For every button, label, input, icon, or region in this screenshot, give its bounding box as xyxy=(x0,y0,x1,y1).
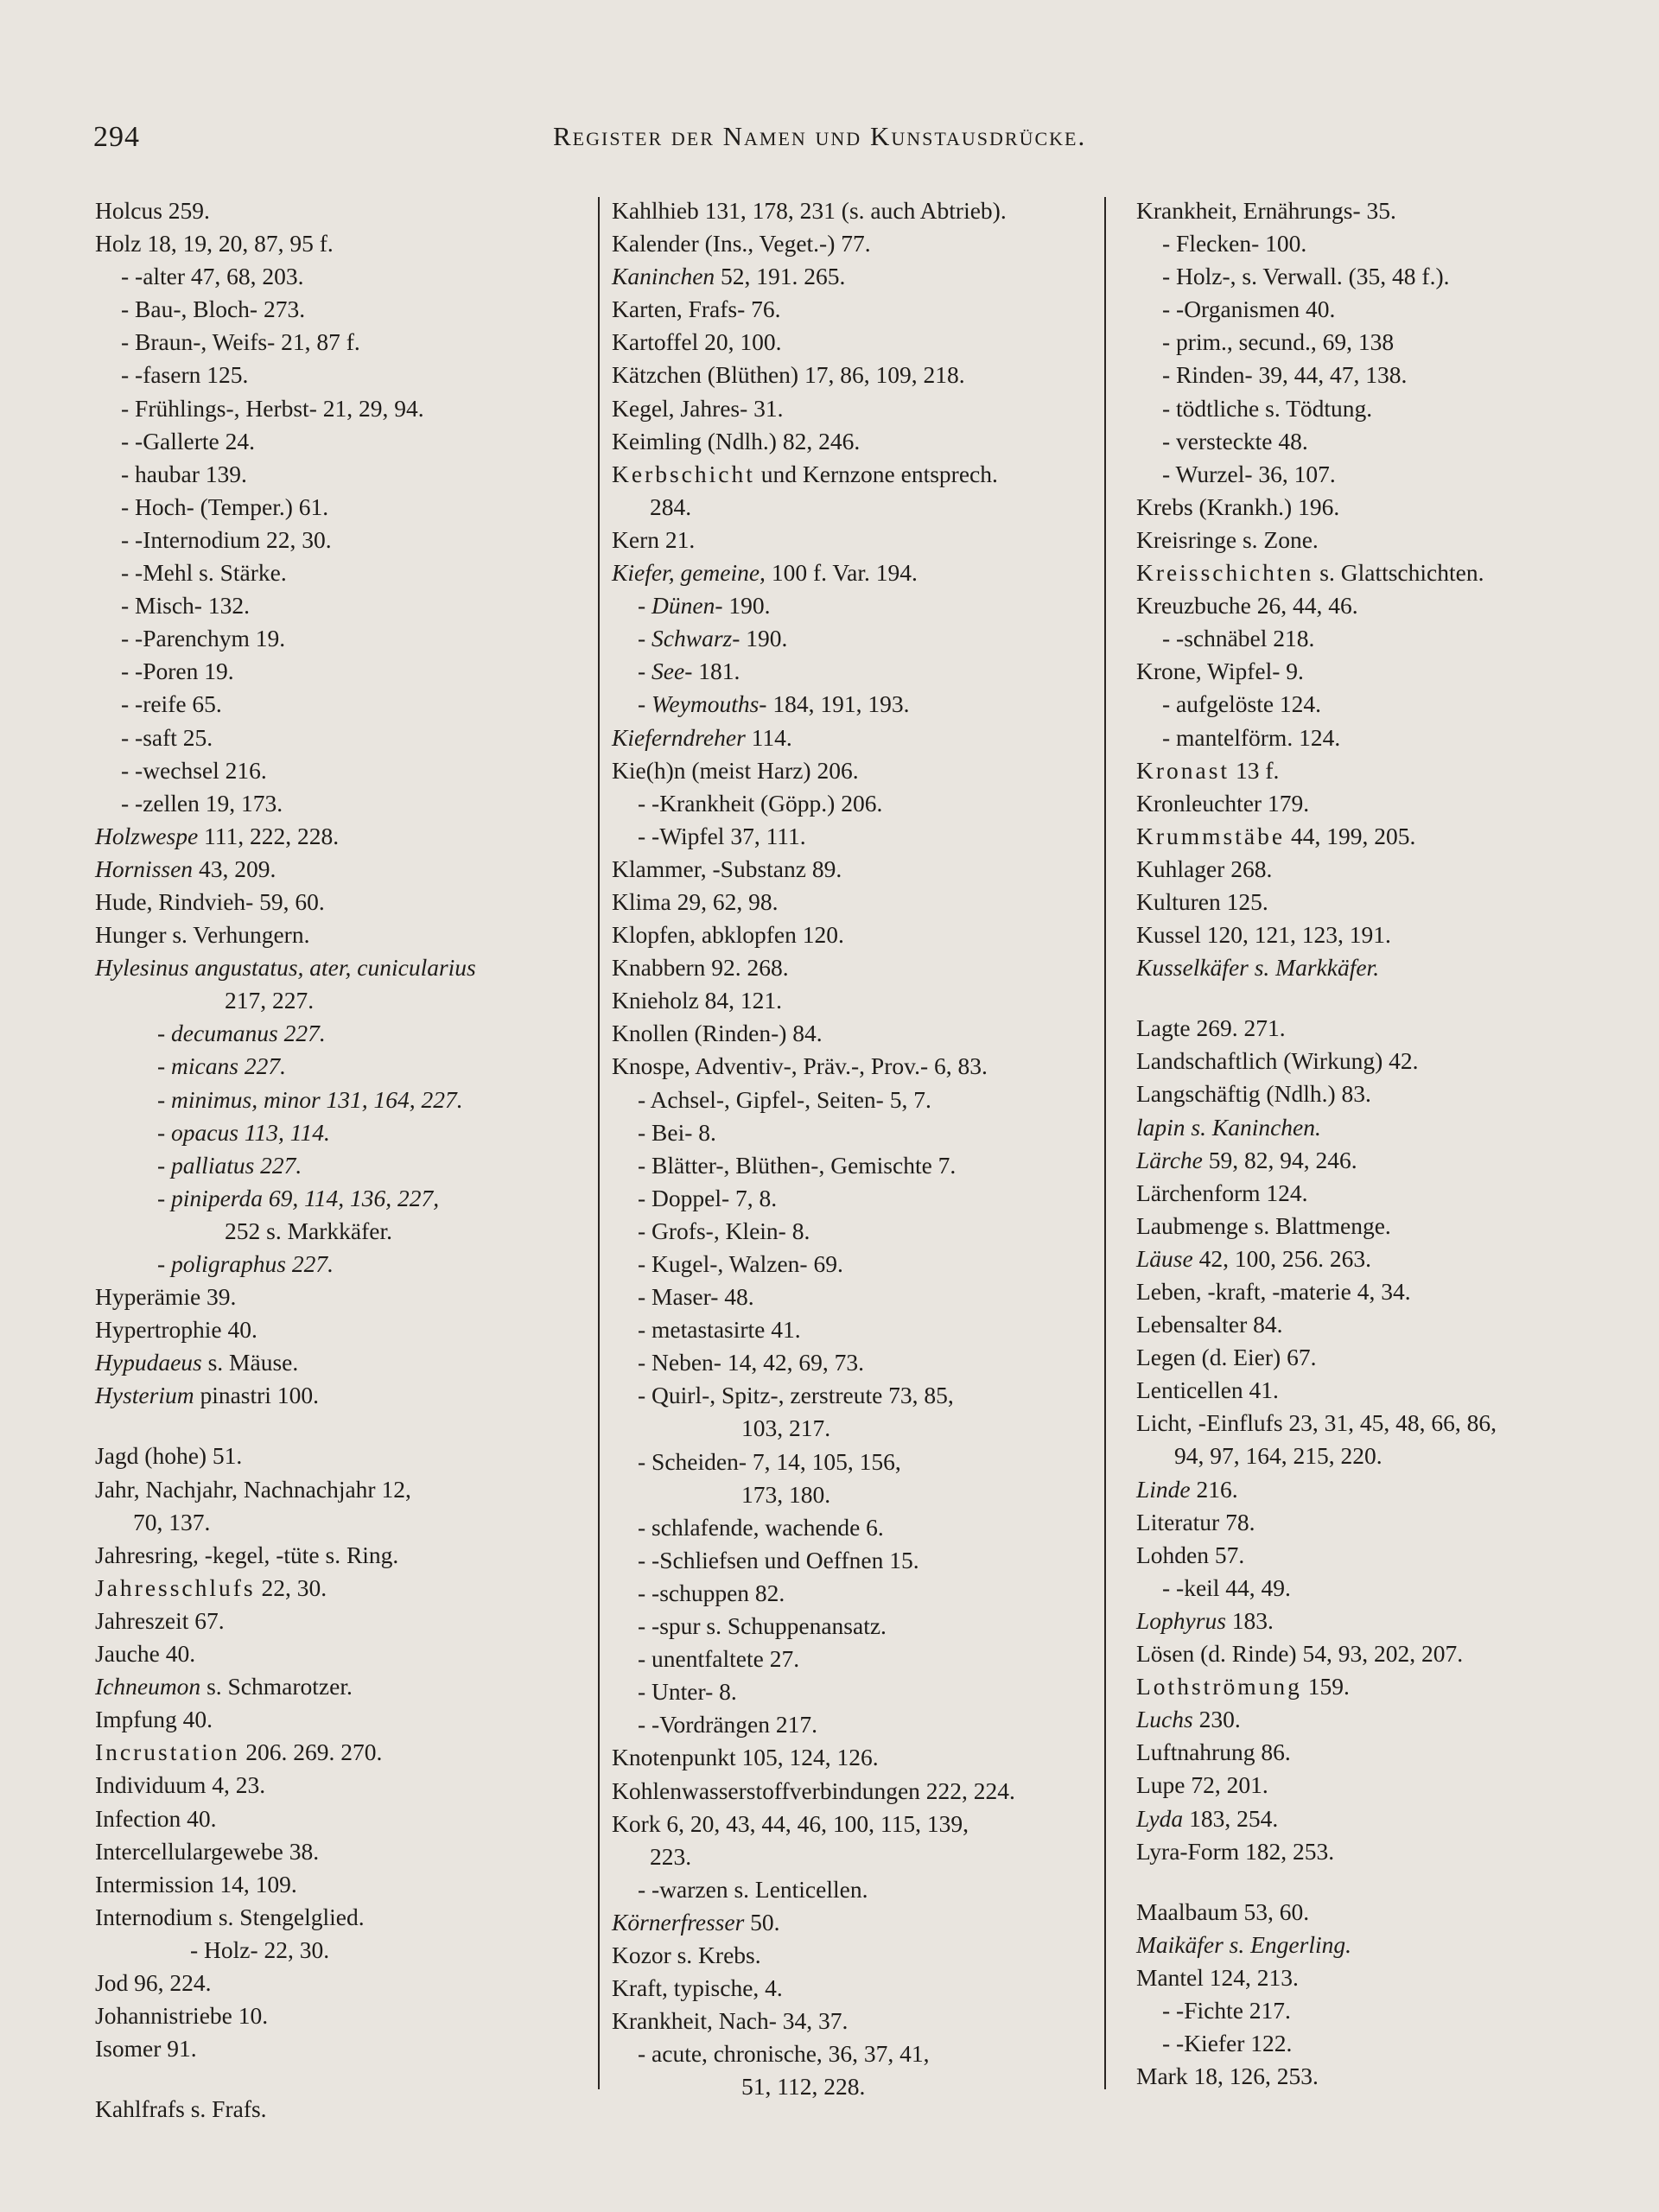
index-entry: - mantelförm. 124. xyxy=(1162,723,1341,751)
index-entry: Kalender (Ins., Veget.-) 77. xyxy=(612,230,871,257)
index-entry: 217, 227. xyxy=(225,987,315,1014)
index-entry: Krankheit, Ernährungs- 35. xyxy=(1136,197,1396,224)
index-entry: - Unter- 8. xyxy=(638,1678,737,1706)
index-entry: Lärche 59, 82, 94, 246. xyxy=(1136,1146,1357,1173)
index-entry: - Frühlings-, Herbst- 21, 29, 94. xyxy=(121,394,424,422)
index-entry: Maikäfer s. Engerling. xyxy=(1136,1930,1351,1958)
section-gap xyxy=(95,1412,588,1440)
index-entry: Lothströmung 159. xyxy=(1136,1673,1350,1700)
index-entry: Incrustation 206. 269. 270. xyxy=(95,1738,383,1766)
index-entry: - schlafende, wachende 6. xyxy=(638,1513,884,1541)
index-entry: Infection 40. xyxy=(95,1804,217,1832)
index-entry: - Braun-, Weifs- 21, 87 f. xyxy=(121,328,360,356)
index-entry: Kohlenwasserstoffverbindungen 222, 224. xyxy=(612,1777,1015,1804)
index-entry: - -Gallerte 24. xyxy=(121,427,255,454)
index-entry: Holzwespe 111, 222, 228. xyxy=(95,822,340,849)
index-entry: - -Wipfel 37, 111. xyxy=(638,822,806,849)
index-entry: Kusselkäfer s. Markkäfer. xyxy=(1136,954,1380,982)
index-entry: - Rinden- 39, 44, 47, 138. xyxy=(1162,361,1408,389)
index-entry: - -Organismen 40. xyxy=(1162,296,1336,323)
index-entry: Kronast 13 f. xyxy=(1136,756,1280,784)
index-entry: - -alter 47, 68, 203. xyxy=(121,263,304,290)
index-entry: Körnerfresser 50. xyxy=(612,1908,780,1936)
index-entry: Jauche 40. xyxy=(95,1640,196,1668)
index-entry: Intermission 14, 109. xyxy=(95,1870,297,1897)
index-entry: Jod 96, 224. xyxy=(95,1968,212,1996)
index-entry: Kegel, Jahres- 31. xyxy=(612,394,784,422)
index-entry: Hypudaeus s. Mäuse. xyxy=(95,1349,299,1376)
index-entry: Laubmenge s. Blattmenge. xyxy=(1136,1211,1391,1239)
index-entry: Knotenpunkt 105, 124, 126. xyxy=(612,1744,879,1771)
index-entry: - Holz-, s. Verwall. (35, 48 f.). xyxy=(1162,263,1450,290)
index-entry: Legen (d. Eier) 67. xyxy=(1136,1344,1317,1371)
index-entry: Kork 6, 20, 43, 44, 46, 100, 115, 139, xyxy=(612,1809,969,1837)
index-entry: 103, 217. xyxy=(741,1414,831,1442)
index-entry: Hunger s. Verhungern. xyxy=(95,921,310,949)
index-entry: Knieholz 84, 121. xyxy=(612,987,783,1014)
index-entry: Lösen (d. Rinde) 54, 93, 202, 207. xyxy=(1136,1640,1464,1668)
index-entry: 94, 97, 164, 215, 220. xyxy=(1174,1442,1382,1470)
index-entry: - -Poren 19. xyxy=(121,658,234,685)
index-entry: Jahreszeit 67. xyxy=(95,1606,225,1634)
index-entry: Knabbern 92. 268. xyxy=(612,954,789,982)
running-head-title: Register der Namen und Kunstausdrücke. xyxy=(553,121,1087,151)
index-entry: Individuum 4, 23. xyxy=(95,1771,266,1799)
index-entry: - acute, chronische, 36, 37, 41, xyxy=(638,2040,930,2068)
index-entry: - Flecken- 100. xyxy=(1162,230,1307,257)
index-entry: Kronleuchter 179. xyxy=(1136,789,1310,817)
index-entry: Krankheit, Nach- 34, 37. xyxy=(612,2007,849,2035)
index-entry: Hylesinus angustatus, ater, cunicularius xyxy=(95,954,476,982)
index-entry: Johannistriebe 10. xyxy=(95,2002,269,2030)
index-entry: - opacus 113, 114. xyxy=(157,1118,330,1146)
index-entry: Krebs (Krankh.) 196. xyxy=(1136,493,1340,520)
index-entry: - Misch- 132. xyxy=(121,592,250,620)
index-entry: Krummstäbe 44, 199, 205. xyxy=(1136,822,1416,849)
index-column-3 xyxy=(1136,194,1620,2093)
index-entry: Hypertrophie 40. xyxy=(95,1316,257,1344)
index-entry: Kussel 120, 121, 123, 191. xyxy=(1136,921,1391,949)
index-entry: - -Fichte 217. xyxy=(1162,1996,1291,2024)
index-entry: - Weymouths- 184, 191, 193. xyxy=(638,690,910,718)
index-entry: - unentfaltete 27. xyxy=(638,1645,800,1673)
index-entry: - -Kiefer 122. xyxy=(1162,2030,1293,2057)
index-entry: Lophyrus 183. xyxy=(1136,1606,1274,1634)
index-entry: - -warzen s. Lenticellen. xyxy=(638,1875,868,1903)
index-entry: Lenticellen 41. xyxy=(1136,1376,1279,1404)
index-entry: - Wurzel- 36, 107. xyxy=(1162,460,1336,487)
index-entry: Isomer 91. xyxy=(95,2035,197,2063)
index-entry: Kartoffel 20, 100. xyxy=(612,328,782,356)
index-entry: Kaninchen 52, 191. 265. xyxy=(612,263,846,290)
index-entry: 284. xyxy=(650,493,692,520)
index-entry: - Hoch- (Temper.) 61. xyxy=(121,493,329,520)
index-entry: Mantel 124, 213. xyxy=(1136,1963,1299,1991)
index-entry: Landschaftlich (Wirkung) 42. xyxy=(1136,1047,1419,1075)
index-entry: - -schuppen 82. xyxy=(638,1579,785,1606)
index-entry: Klammer, -Substanz 89. xyxy=(612,855,842,882)
index-entry: 70, 137. xyxy=(133,1508,211,1535)
index-entry: Holz 18, 19, 20, 87, 95 f. xyxy=(95,230,334,257)
index-entry: Kie(h)n (meist Harz) 206. xyxy=(612,756,859,784)
index-entry: Kreisschichten s. Glattschichten. xyxy=(1136,559,1484,587)
index-entry: Leben, -kraft, -materie 4, 34. xyxy=(1136,1278,1411,1305)
index-entry: - Doppel- 7, 8. xyxy=(638,1184,778,1211)
index-entry: Lärchenform 124. xyxy=(1136,1179,1308,1206)
index-entry: Knospe, Adventiv-, Präv.-, Prov.- 6, 83. xyxy=(612,1052,988,1080)
index-entry: Läuse 42, 100, 256. 263. xyxy=(1136,1244,1371,1272)
index-entry: Lohden 57. xyxy=(1136,1541,1245,1568)
index-entry: Hyperämie 39. xyxy=(95,1283,237,1311)
index-entry: - -reife 65. xyxy=(121,690,222,718)
index-entry: Lyda 183, 254. xyxy=(1136,1804,1279,1832)
column-divider xyxy=(598,197,600,2089)
index-entry: Lagte 269. 271. xyxy=(1136,1014,1286,1042)
index-entry: - prim., secund., 69, 138 xyxy=(1162,328,1395,356)
index-entry: Holcus 259. xyxy=(95,197,210,224)
index-entry: - decumanus 227. xyxy=(157,1020,326,1047)
index-entry: Kreisringe s. Zone. xyxy=(1136,525,1319,553)
index-entry: Kozor s. Krebs. xyxy=(612,1941,761,1968)
index-entry: - -Internodium 22, 30. xyxy=(121,525,332,553)
index-column-1 xyxy=(95,194,588,2126)
index-entry: Jahresschlufs 22, 30. xyxy=(95,1573,327,1601)
index-entry: Keimling (Ndlh.) 82, 246. xyxy=(612,427,861,454)
index-entry: - poligraphus 227. xyxy=(157,1250,334,1277)
index-entry: Hysterium pinastri 100. xyxy=(95,1382,319,1409)
index-entry: - piniperda 69, 114, 136, 227, xyxy=(157,1184,440,1211)
index-entry: Mark 18, 126, 253. xyxy=(1136,2063,1319,2090)
index-entry: - -Krankheit (Göpp.) 206. xyxy=(638,789,883,817)
index-entry: - Blätter-, Blüthen-, Gemischte 7. xyxy=(638,1151,957,1179)
column-divider xyxy=(1104,197,1106,2089)
index-entry: Jagd (hohe) 51. xyxy=(95,1442,243,1470)
index-entry: Kahlfrafs s. Frafs. xyxy=(95,2095,267,2123)
index-entry: - -zellen 19, 173. xyxy=(121,789,283,817)
index-entry: - Grofs-, Klein- 8. xyxy=(638,1217,810,1244)
index-entry: - Holz- 22, 30. xyxy=(190,1936,330,1963)
index-entry: - Quirl-, Spitz-, zerstreute 73, 85, xyxy=(638,1382,954,1409)
index-entry: Kiefer, gemeine, 100 f. Var. 194. xyxy=(612,559,918,587)
index-entry: - -Schliefsen und Oeffnen 15. xyxy=(638,1546,919,1573)
index-entry: 51, 112, 228. xyxy=(741,2073,866,2101)
index-entry: - Schwarz- 190. xyxy=(638,625,788,652)
index-entry: Kerbschicht und Kernzone entsprech. xyxy=(612,460,998,487)
index-entry: - -fasern 125. xyxy=(121,361,249,389)
index-entry: Jahr, Nachjahr, Nachnachjahr 12, xyxy=(95,1475,411,1503)
index-entry: Impfung 40. xyxy=(95,1706,213,1733)
page-number: 294 xyxy=(93,121,140,153)
index-entry: Lupe 72, 201. xyxy=(1136,1771,1268,1799)
index-entry: - See- 181. xyxy=(638,658,741,685)
index-entry: 252 s. Markkäfer. xyxy=(225,1217,392,1244)
section-gap xyxy=(1136,984,1620,1012)
index-entry: - -spur s. Schuppenansatz. xyxy=(638,1612,887,1640)
index-entry: - -saft 25. xyxy=(121,723,213,751)
index-entry: Hude, Rindvieh- 59, 60. xyxy=(95,887,325,915)
index-entry: - palliatus 227. xyxy=(157,1151,302,1179)
index-entry: Internodium s. Stengelglied. xyxy=(95,1903,365,1930)
index-entry: Kern 21. xyxy=(612,525,696,553)
section-gap xyxy=(1136,1868,1620,1896)
index-entry: 173, 180. xyxy=(741,1480,831,1508)
index-entry: Kahlhieb 131, 178, 231 (s. auch Abtrieb). xyxy=(612,197,1007,224)
index-entry: - Scheiden- 7, 14, 105, 156, xyxy=(638,1447,901,1475)
index-entry: 223. xyxy=(650,1842,692,1870)
index-entry: - aufgelöste 124. xyxy=(1162,690,1322,718)
index-entry: - Dünen- 190. xyxy=(638,592,771,620)
index-entry: - Kugel-, Walzen- 69. xyxy=(638,1250,843,1277)
index-entry: - -Mehl s. Stärke. xyxy=(121,559,287,587)
index-entry: Hornissen 43, 209. xyxy=(95,855,276,882)
index-entry: Lyra-Form 182, 253. xyxy=(1136,1837,1335,1865)
index-column-2 xyxy=(612,194,1100,2103)
index-entry: - versteckte 48. xyxy=(1162,427,1308,454)
index-entry: lapin s. Kaninchen. xyxy=(1136,1113,1321,1141)
index-entry: Klopfen, abklopfen 120. xyxy=(612,921,844,949)
index-entry: - -Parenchym 19. xyxy=(121,625,286,652)
index-entry: - minimus, minor 131, 164, 227. xyxy=(157,1085,463,1113)
index-entry: Kraft, typische, 4. xyxy=(612,1974,783,2002)
index-entry: Kieferndreher 114. xyxy=(612,723,792,751)
index-entry: Luchs 230. xyxy=(1136,1706,1241,1733)
index-entry: - Maser- 48. xyxy=(638,1283,754,1311)
index-entry: - micans 227. xyxy=(157,1052,286,1080)
index-entry: Luftnahrung 86. xyxy=(1136,1738,1291,1766)
index-entry: Langschäftig (Ndlh.) 83. xyxy=(1136,1080,1371,1108)
index-entry: - Achsel-, Gipfel-, Seiten- 5, 7. xyxy=(638,1085,931,1113)
section-gap xyxy=(95,2065,588,2093)
index-entry: Kreuzbuche 26, 44, 46. xyxy=(1136,592,1358,620)
index-entry: - haubar 139. xyxy=(121,460,247,487)
index-entry: - metastasirte 41. xyxy=(638,1316,801,1344)
index-entry: - -Vordrängen 217. xyxy=(638,1711,817,1738)
index-entry: Linde 216. xyxy=(1136,1475,1238,1503)
index-entry: Maalbaum 53, 60. xyxy=(1136,1897,1310,1925)
index-entry: Kuhlager 268. xyxy=(1136,855,1273,882)
index-entry: Karten, Frafs- 76. xyxy=(612,296,781,323)
index-entry: - tödtliche s. Tödtung. xyxy=(1162,394,1373,422)
index-entry: Licht, -Einflufs 23, 31, 45, 48, 66, 86, xyxy=(1136,1409,1497,1437)
index-entry: Kulturen 125. xyxy=(1136,887,1268,915)
index-entry: - Neben- 14, 42, 69, 73. xyxy=(638,1349,864,1376)
index-entry: - -keil 44, 49. xyxy=(1162,1573,1291,1601)
index-entry: Intercellulargewebe 38. xyxy=(95,1837,320,1865)
index-entry: - -wechsel 216. xyxy=(121,756,267,784)
index-entry: Literatur 78. xyxy=(1136,1508,1255,1535)
index-entry: - Bau-, Bloch- 273. xyxy=(121,296,306,323)
index-entry: - -schnäbel 218. xyxy=(1162,625,1315,652)
index-entry: Lebensalter 84. xyxy=(1136,1311,1283,1338)
index-entry: Klima 29, 62, 98. xyxy=(612,887,779,915)
index-entry: Ichneumon s. Schmarotzer. xyxy=(95,1673,353,1700)
index-entry: Jahresring, -kegel, -tüte s. Ring. xyxy=(95,1541,399,1568)
index-entry: Krone, Wipfel- 9. xyxy=(1136,658,1304,685)
index-entry: Knollen (Rinden-) 84. xyxy=(612,1020,823,1047)
index-entry: - Bei- 8. xyxy=(638,1118,716,1146)
index-entry: Kätzchen (Blüthen) 17, 86, 109, 218. xyxy=(612,361,965,389)
